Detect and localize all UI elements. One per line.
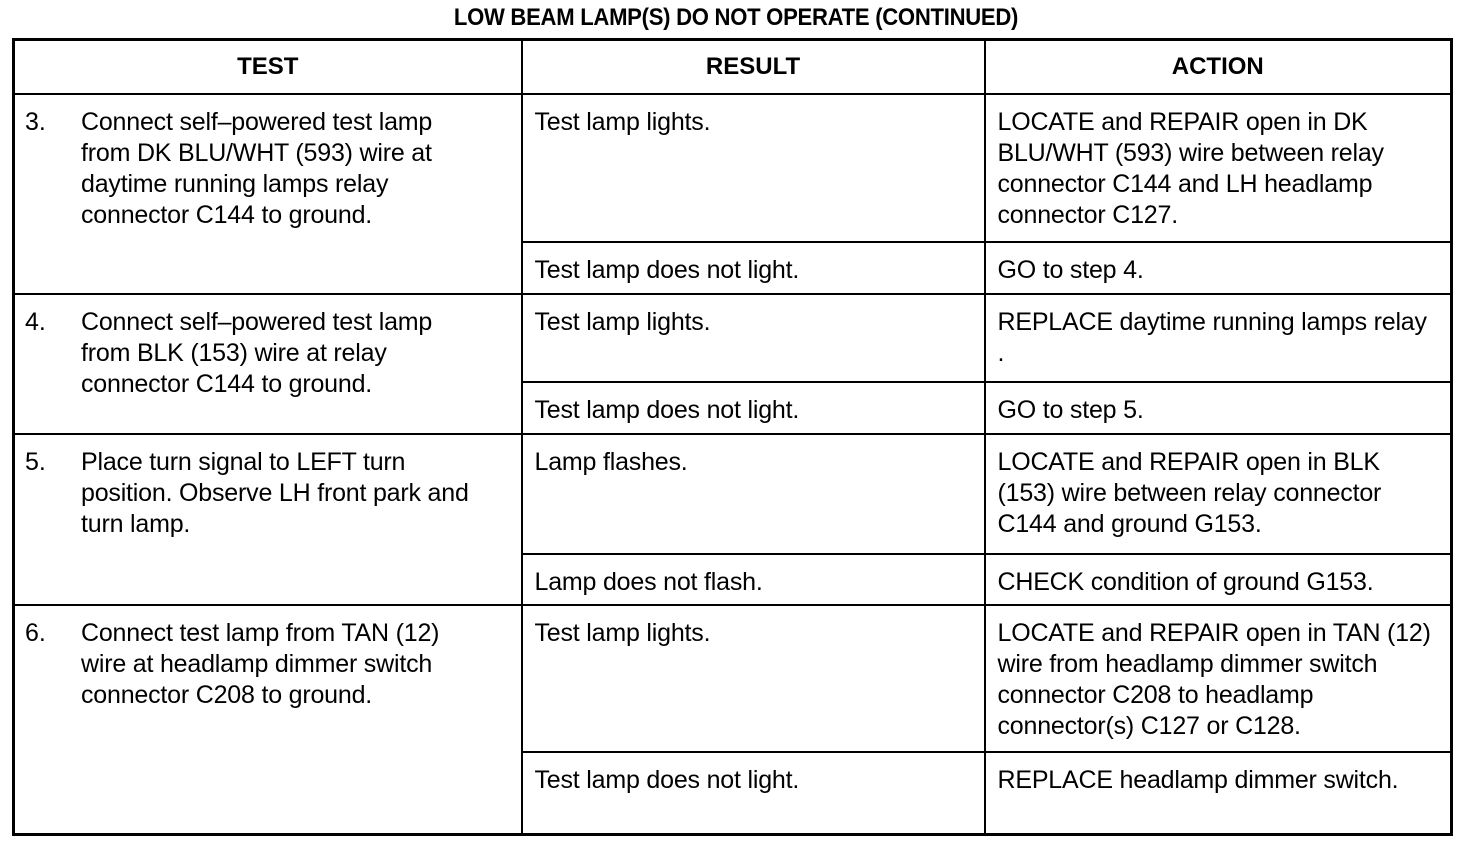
- test-description: Connect self–powered test lamp from DK BLU/WHT (593) wire at daytime running lamps relay connector C144 to ground.: [81, 108, 433, 229]
- page-title: LOW BEAM LAMP(S) DO NOT OPERATE (CONTINUED): [453, 4, 1019, 31]
- step-number: 4.: [25, 308, 46, 336]
- result-text: Test lamp does not light.: [534, 396, 800, 424]
- header-test: TEST: [14, 40, 522, 95]
- action-text: REPLACE headlamp dimmer switch.: [997, 766, 1399, 794]
- result-text: Test lamp lights.: [534, 619, 711, 647]
- table-row: [14, 94, 1452, 242]
- action-text: GO to step 4.: [997, 256, 1144, 284]
- action-text: LOCATE and REPAIR open in DK BLU/WHT (593) wire between relay connector C144 and LH headlamp connector C127.: [997, 108, 1384, 229]
- step-number: 6.: [25, 619, 46, 647]
- table-header-row: [14, 40, 1452, 95]
- test-cell: [14, 605, 522, 834]
- diagnostic-table: [12, 38, 1453, 836]
- table-row: [14, 294, 1452, 382]
- result-text: Test lamp does not light.: [534, 766, 800, 794]
- step-number: 5.: [25, 448, 46, 476]
- action-text: CHECK condition of ground G153.: [997, 568, 1374, 596]
- table-row: [14, 605, 1452, 752]
- action-text: LOCATE and REPAIR open in TAN (12) wire from headlamp dimmer switch connector C208 to headlamp connector(s) C127 or C128.: [997, 619, 1431, 740]
- result-text: Test lamp lights.: [534, 308, 711, 336]
- result-text: Lamp does not flash.: [534, 568, 763, 596]
- result-text: Test lamp does not light.: [534, 256, 800, 284]
- action-text: REPLACE daytime running lamps relay .: [997, 308, 1427, 367]
- header-result: RESULT: [522, 40, 985, 95]
- action-text: GO to step 5.: [997, 396, 1144, 424]
- table-row: [14, 434, 1452, 554]
- header-action: ACTION: [985, 40, 1452, 95]
- result-text: Test lamp lights.: [534, 108, 711, 136]
- test-cell: [14, 434, 522, 605]
- test-description: Place turn signal to LEFT turn position. Observe LH front park and turn lamp.: [81, 448, 469, 538]
- test-description: Connect test lamp from TAN (12) wire at headlamp dimmer switch connector C208 to ground.: [81, 619, 440, 709]
- action-text: LOCATE and REPAIR open in BLK (153) wire between relay connector C144 and ground G153.: [997, 448, 1382, 538]
- test-cell: [14, 294, 522, 434]
- step-number: 3.: [25, 108, 46, 136]
- test-cell: [14, 94, 522, 294]
- result-text: Lamp flashes.: [534, 448, 688, 476]
- test-description: Connect self–powered test lamp from BLK (153) wire at relay connector C144 to ground.: [81, 308, 433, 398]
